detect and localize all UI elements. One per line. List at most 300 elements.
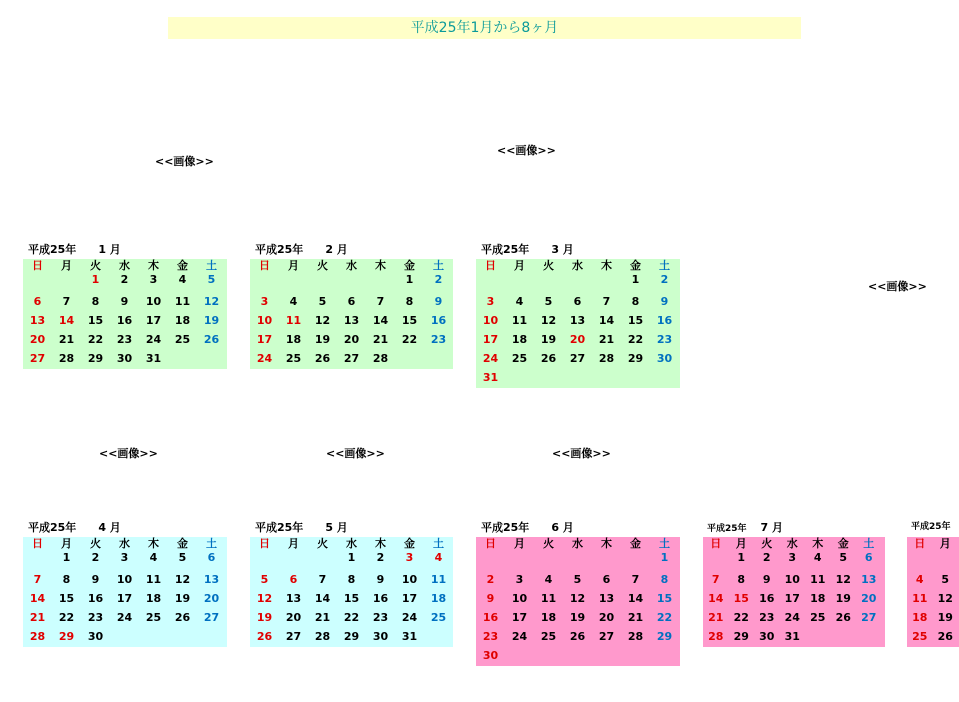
day-number: 1 [62,551,71,564]
day-number: 8 [660,573,669,586]
weekday-cell [279,259,308,273]
weekday-label: 水 [572,537,583,550]
day-number: 18 [285,333,302,346]
day-number: 25 [145,611,162,624]
day-number: 8 [62,573,71,586]
day-number: 16 [482,611,499,624]
day-number: 9 [434,295,443,308]
weekday-cell [337,537,366,565]
day-number: 23 [430,333,447,346]
day-number: 22 [401,333,418,346]
weekday-cell [279,537,308,551]
week-row [476,590,680,609]
day-number: 3 [515,573,524,586]
calendar-header [911,519,951,532]
day-number: 21 [372,333,389,346]
weekday-label: 火 [317,259,328,272]
day-number: 25 [174,333,191,346]
day-number: 29 [656,630,673,643]
weekday-cell [197,537,226,565]
day-number: 16 [430,314,447,327]
day-number: 18 [511,333,528,346]
day-number: 5 [573,573,582,586]
day-number: 19 [569,611,586,624]
day-number: 7 [711,573,720,586]
day-number: 6 [347,295,356,308]
weekday-label: 水 [119,537,130,550]
calendar-era: 平成25年 [28,521,77,534]
day-number: 20 [285,611,302,624]
weekday-label: 土 [659,259,670,272]
weekday-cell [505,537,534,551]
day-number: 26 [314,352,331,365]
day-number: 20 [343,333,360,346]
day-number: 8 [405,295,414,308]
day-number: 5 [260,573,269,586]
day-number: 11 [511,314,528,327]
weekday-label: 火 [543,537,554,550]
day-number: 7 [376,295,385,308]
day-number: 25 [285,352,302,365]
week-row [23,293,227,312]
calendar-month [250,537,453,647]
day-number: 11 [285,314,302,327]
weekday-label: 土 [433,537,444,550]
day-number: 8 [347,573,356,586]
day-number: 22 [58,611,75,624]
day-number: 21 [627,611,644,624]
day-number: 19 [937,611,953,624]
day-number: 9 [376,573,385,586]
day-number: 26 [174,611,191,624]
day-number: 9 [762,573,771,586]
day-number: 7 [62,295,71,308]
day-number: 29 [58,630,75,643]
day-number: 13 [285,592,302,605]
day-number: 5 [544,295,553,308]
day-number: 25 [540,630,557,643]
day-number: 4 [434,551,443,564]
day-number: 17 [145,314,162,327]
day-number: 10 [784,573,800,586]
day-number: 17 [116,592,133,605]
day-number: 7 [33,573,42,586]
day-number: 12 [174,573,191,586]
day-number: 15 [627,314,644,327]
weekday-cell [23,537,52,551]
page-title: 平成25年1月から8ヶ月 [168,17,801,39]
day-number: 21 [29,611,46,624]
calendar-month-label: 4 月 [98,521,121,534]
week-row [476,571,680,590]
calendar-header [28,519,121,535]
weekday-row [476,259,680,293]
weekday-cell [831,537,857,565]
day-number: 9 [660,295,669,308]
weekday-label: 金 [630,259,641,272]
day-number: 31 [784,630,800,643]
day-number: 27 [285,630,302,643]
week-row [476,609,680,628]
weekday-label: 月 [288,537,299,550]
calendar-era: 平成25年 [255,521,304,534]
day-number: 29 [627,352,644,365]
calendar-month [250,259,453,369]
week-row [476,293,680,312]
week-row [703,609,885,628]
day-number: 4 [289,295,298,308]
week-row [23,590,227,609]
weekday-label: 火 [317,537,328,550]
day-number: 27 [569,352,586,365]
weekday-row [250,537,453,571]
weekday-cell [563,537,592,551]
day-number: 10 [116,573,133,586]
weekday-label: 日 [32,259,43,272]
day-number: 19 [256,611,273,624]
day-number: 1 [660,551,669,564]
day-number: 21 [598,333,615,346]
day-number: 13 [569,314,586,327]
weekday-label: 日 [259,537,270,550]
day-number: 3 [260,295,269,308]
day-number: 23 [116,333,133,346]
day-number: 19 [314,333,331,346]
calendar-month [476,537,680,666]
day-number: 14 [598,314,615,327]
day-number: 31 [145,352,162,365]
week-row [476,628,680,647]
day-number: 24 [116,611,133,624]
week-row [23,571,227,590]
calendar-era: 平成25年 [707,524,747,534]
day-number: 11 [145,573,162,586]
day-number: 23 [482,630,499,643]
day-number: 7 [318,573,327,586]
weekday-label: 木 [812,537,824,550]
calendar-header [255,241,348,257]
image-placeholder-2: <<画像>> [497,144,556,157]
day-number: 25 [511,352,528,365]
day-number: 21 [314,611,331,624]
weekday-label: 水 [346,259,357,272]
day-number: 31 [482,371,499,384]
weekday-cell [534,259,563,273]
day-number: 13 [861,573,877,586]
day-number: 22 [656,611,673,624]
week-row [907,590,959,609]
week-row [250,590,453,609]
day-number: 15 [401,314,418,327]
week-row [907,609,959,628]
weekday-label: 火 [543,259,554,272]
day-number: 19 [540,333,557,346]
weekday-cell [23,259,52,273]
day-number: 10 [511,592,528,605]
day-number: 30 [116,352,133,365]
calendar-header [481,519,574,535]
calendar-header [255,519,348,535]
day-number: 12 [540,314,557,327]
day-number: 16 [759,592,775,605]
weekday-cell [424,537,453,565]
weekday-cell [592,259,621,273]
day-number: 29 [343,630,360,643]
day-number: 1 [347,551,356,564]
day-number: 5 [318,295,327,308]
day-number: 19 [835,592,851,605]
day-number: 22 [87,333,104,346]
day-number: 5 [839,551,848,564]
day-number: 30 [759,630,775,643]
weekday-cell [337,259,366,273]
weekday-label: 土 [206,537,217,550]
week-row [250,628,453,647]
weekday-label: 水 [346,537,357,550]
weekday-label: 金 [404,259,415,272]
weekday-cell [81,259,110,287]
day-number: 20 [861,592,877,605]
calendar-month [23,537,227,647]
day-number: 26 [569,630,586,643]
week-row [476,331,680,350]
weekday-cell [366,537,395,565]
weekday-cell [168,537,197,565]
week-row [476,312,680,331]
week-row [250,609,453,628]
day-number: 30 [656,352,673,365]
day-number: 23 [87,611,104,624]
calendar-month [23,259,227,369]
week-row [250,571,453,590]
weekday-cell [424,259,453,287]
calendar-header [481,241,574,257]
day-number: 10 [256,314,273,327]
day-number: 4 [515,295,524,308]
image-placeholder-1: <<画像>> [155,155,214,168]
weekday-cell [780,537,806,565]
day-number: 23 [372,611,389,624]
day-number: 28 [627,630,644,643]
image-placeholder-6: <<画像>> [552,447,611,460]
day-number: 24 [482,352,499,365]
day-number: 15 [656,592,673,605]
weekday-row [476,537,680,571]
weekday-cell [534,537,563,551]
weekday-label: 月 [514,537,525,550]
weekday-label: 月 [939,537,951,550]
day-number: 24 [401,611,418,624]
day-number: 4 [149,551,158,564]
day-number: 18 [810,592,826,605]
weekday-label: 日 [485,537,496,550]
weekday-label: 日 [259,259,270,272]
weekday-cell [476,259,505,273]
weekday-cell [308,259,337,273]
weekday-cell [933,537,959,551]
day-number: 28 [314,630,331,643]
week-row [250,312,453,331]
weekday-label: 月 [735,537,747,550]
calendar-era: 平成25年 [911,522,951,532]
day-number: 17 [784,592,800,605]
day-number: 6 [289,573,298,586]
weekday-cell [110,259,139,287]
weekday-cell [754,537,780,565]
day-number: 24 [784,611,800,624]
day-number: 13 [598,592,615,605]
weekday-label: 月 [288,259,299,272]
day-number: 27 [861,611,877,624]
calendar-month-label: 6 月 [551,521,574,534]
week-row [907,628,959,647]
day-number: 30 [87,630,104,643]
week-row [23,331,227,350]
day-number: 27 [203,611,220,624]
day-number: 30 [482,649,499,662]
day-number: 10 [401,573,418,586]
day-number: 12 [314,314,331,327]
week-row [703,590,885,609]
weekday-label: 月 [514,259,525,272]
calendar-era: 平成25年 [255,243,304,256]
image-placeholder-3: <<画像>> [868,280,927,293]
day-number: 5 [178,551,187,564]
weekday-label: 火 [761,537,773,550]
day-number: 5 [207,273,216,286]
day-number: 12 [937,592,953,605]
week-row [23,350,227,369]
weekday-cell [139,537,168,565]
day-number: 16 [656,314,673,327]
weekday-cell [621,537,650,551]
day-number: 3 [120,551,129,564]
day-number: 6 [207,551,216,564]
week-row [476,647,680,666]
day-number: 2 [762,551,771,564]
weekday-cell [505,259,534,273]
weekday-label: 土 [206,259,217,272]
weekday-label: 月 [61,537,72,550]
week-row [250,293,453,312]
day-number: 15 [343,592,360,605]
weekday-cell [907,537,933,551]
day-number: 3 [788,551,797,564]
week-row [23,312,227,331]
week-row [23,609,227,628]
day-number: 17 [256,333,273,346]
day-number: 12 [835,573,851,586]
day-number: 4 [544,573,553,586]
day-number: 19 [203,314,220,327]
day-number: 18 [174,314,191,327]
day-number: 25 [810,611,826,624]
calendar-month-label: 2 月 [325,243,348,256]
weekday-label: 金 [404,537,415,550]
day-number: 14 [627,592,644,605]
week-row [250,331,453,350]
weekday-row [23,537,227,571]
day-number: 13 [343,314,360,327]
week-row [23,628,227,647]
day-number: 15 [58,592,75,605]
day-number: 6 [602,573,611,586]
calendar-header [28,241,121,257]
weekday-label: 木 [148,259,159,272]
day-number: 10 [145,295,162,308]
day-number: 21 [708,611,724,624]
day-number: 2 [434,273,443,286]
day-number: 4 [813,551,822,564]
day-number: 14 [372,314,389,327]
weekday-label: 金 [177,537,188,550]
day-number: 27 [29,352,46,365]
week-row [907,571,959,590]
calendar-month-label: 3 月 [551,243,574,256]
day-number: 3 [486,295,495,308]
day-number: 21 [58,333,75,346]
day-number: 26 [203,333,220,346]
day-number: 20 [569,333,586,346]
weekday-label: 土 [433,259,444,272]
calendar-era: 平成25年 [28,243,77,256]
day-number: 27 [598,630,615,643]
weekday-cell [395,259,424,287]
weekday-label: 月 [61,259,72,272]
day-number: 20 [29,333,46,346]
week-row [703,571,885,590]
weekday-label: 水 [572,259,583,272]
week-row [250,350,453,369]
day-number: 2 [91,551,100,564]
day-number: 17 [482,333,499,346]
day-number: 16 [87,592,104,605]
weekday-cell [52,259,81,273]
calendar-month-label: 5 月 [325,521,348,534]
day-number: 1 [737,551,746,564]
day-number: 4 [178,273,187,286]
day-number: 28 [372,352,389,365]
day-number: 12 [569,592,586,605]
weekday-label: 日 [710,537,722,550]
weekday-label: 日 [485,259,496,272]
calendar-month [907,537,959,647]
day-number: 11 [174,295,191,308]
weekday-cell [592,537,621,551]
day-number: 8 [631,295,640,308]
day-number: 24 [256,352,273,365]
day-number: 20 [203,592,220,605]
weekday-cell [197,259,226,287]
day-number: 12 [256,592,273,605]
calendar-era: 平成25年 [481,521,530,534]
weekday-cell [395,537,424,565]
day-number: 15 [87,314,104,327]
day-number: 7 [631,573,640,586]
day-number: 13 [29,314,46,327]
day-number: 5 [941,573,950,586]
day-number: 28 [29,630,46,643]
day-number: 18 [145,592,162,605]
day-number: 28 [58,352,75,365]
weekday-label: 木 [375,259,386,272]
calendar-header [707,519,783,535]
weekday-cell [250,259,279,273]
weekday-label: 水 [786,537,798,550]
day-number: 24 [511,630,528,643]
day-number: 6 [573,295,582,308]
day-number: 25 [430,611,447,624]
